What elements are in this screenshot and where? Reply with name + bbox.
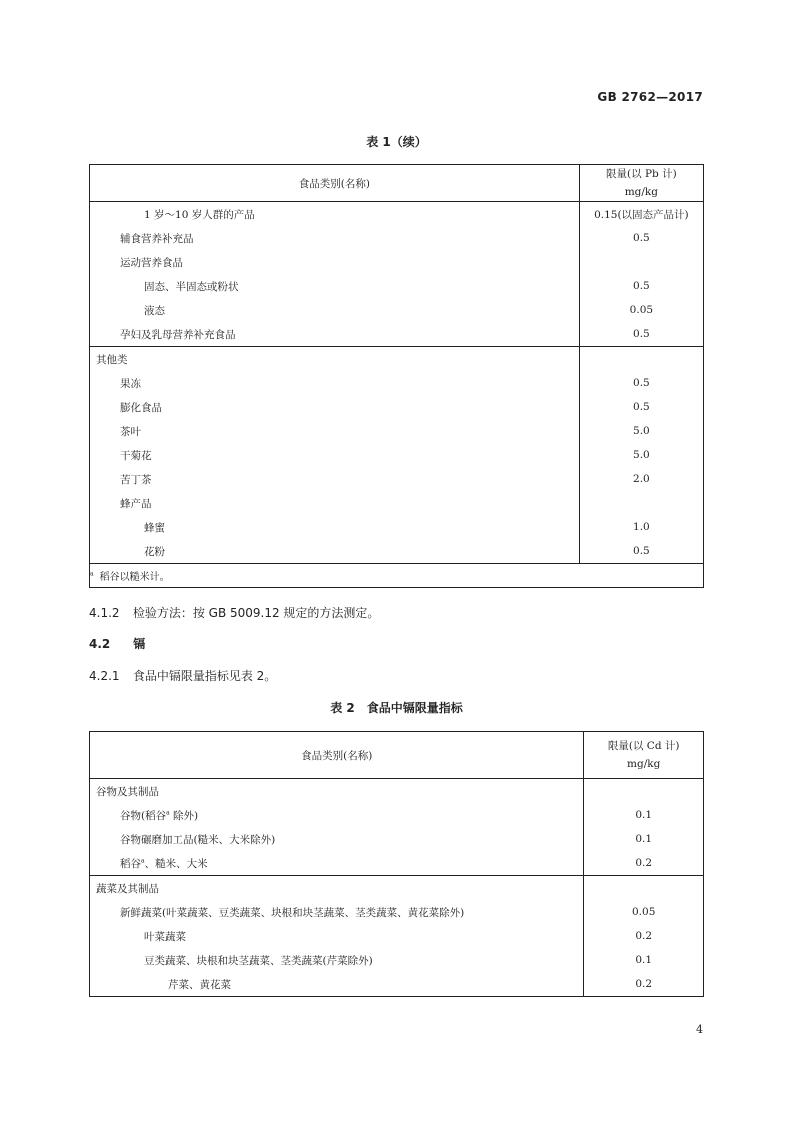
limit-value: 0.5	[579, 539, 703, 564]
category-text: 新鲜蔬菜(叶菜蔬菜、豆类蔬菜、块根和块茎蔬菜、茎类蔬菜、黄花菜除外)	[120, 906, 465, 919]
limit-value: 2.0	[579, 467, 703, 491]
limit-value: 5.0	[579, 443, 703, 467]
food-category-name	[90, 827, 584, 851]
food-category-name	[90, 226, 580, 250]
table1-header-limit-unit: mg/kg	[624, 186, 659, 198]
food-category-name	[90, 924, 584, 948]
table-row	[90, 924, 704, 948]
footnote-marker: a	[166, 809, 170, 816]
table-row	[90, 779, 704, 804]
table-row	[90, 851, 704, 876]
table-row	[90, 226, 704, 250]
limit-value: 0.1	[584, 827, 704, 851]
limit-value: 0.5	[579, 395, 703, 419]
food-category-name	[90, 443, 580, 467]
section-4-2	[89, 635, 145, 652]
limit-value: 0.1	[584, 948, 704, 972]
table1-footnote	[90, 564, 704, 588]
category-text: 孕妇及乳母营养补充食品	[120, 328, 236, 341]
limit-value: 0.5	[579, 274, 703, 298]
food-category-name	[90, 202, 580, 227]
table2	[89, 731, 704, 997]
page-number: 4	[696, 1023, 703, 1036]
table2-header-limit-unit: mg/kg	[627, 758, 661, 770]
table-row	[90, 467, 704, 491]
table-row	[90, 900, 704, 924]
food-category-name	[90, 972, 584, 997]
limit-value: 0.1	[584, 803, 704, 827]
limit-value: 0.2	[584, 851, 704, 876]
category-text: 固态、半固态或粉状	[144, 280, 239, 293]
table-row	[90, 443, 704, 467]
category-text: 膨化食品	[120, 401, 162, 414]
table-row	[90, 371, 704, 395]
footnote-marker: a	[90, 570, 94, 578]
section-4-1-2	[89, 604, 379, 621]
section-number: 4.1.2	[89, 606, 120, 620]
limit-value	[579, 250, 703, 274]
food-category-name	[90, 515, 580, 539]
food-category-name	[90, 876, 584, 901]
limit-value: 0.2	[584, 924, 704, 948]
section-number: 4.2.1	[89, 669, 120, 683]
table-row	[90, 202, 704, 227]
table-row	[90, 803, 704, 827]
category-text: 谷物(稻谷	[120, 809, 167, 822]
category-text: 豆类蔬菜、块根和块茎蔬菜、茎类蔬菜(芹菜除外)	[144, 954, 373, 967]
category-text: 辅食营养补充品	[120, 232, 194, 245]
section-text: 检验方法：按 GB 5009.12 规定的方法测定。	[132, 606, 380, 620]
category-text: 其他类	[96, 353, 128, 366]
table-row	[90, 539, 704, 564]
category-text: 干菊花	[120, 449, 152, 462]
food-category-name	[90, 467, 580, 491]
category-text: 苦丁茶	[120, 473, 152, 486]
table2-caption: 表 2 食品中镉限量指标	[330, 701, 463, 715]
limit-value	[579, 347, 703, 372]
category-text: 液态	[144, 304, 165, 317]
limit-value: 0.2	[584, 972, 704, 997]
limit-value: 1.0	[579, 515, 703, 539]
category-text: 1 岁～10 岁人群的产品	[144, 208, 255, 221]
limit-value: 0.05	[584, 900, 704, 924]
limit-value	[584, 779, 704, 804]
table-row	[90, 250, 704, 274]
section-4-2-1	[89, 667, 276, 684]
standard-id: GB 2762—2017	[597, 90, 703, 104]
table-row	[90, 395, 704, 419]
limit-value: 0.15(以固态产品计)	[579, 202, 703, 227]
limit-value: 0.5	[579, 371, 703, 395]
footnote-text: 稻谷以糙米计。	[99, 572, 170, 583]
limit-value: 0.5	[579, 322, 703, 347]
table-row	[90, 322, 704, 347]
food-category-name	[90, 419, 580, 443]
food-category-name	[90, 347, 580, 372]
table-row	[90, 827, 704, 851]
category-text: 、糙米、大米	[144, 857, 208, 870]
category-text: 稻谷	[120, 857, 141, 870]
table2-header-row	[90, 732, 704, 779]
table-row	[90, 274, 704, 298]
table1-header-row	[90, 165, 704, 202]
table-row	[90, 491, 704, 515]
table1	[89, 164, 704, 588]
section-text: 食品中镉限量指标见表 2。	[132, 669, 277, 683]
limit-value	[584, 876, 704, 901]
category-text: 花粉	[144, 545, 165, 558]
category-text: 除外)	[169, 809, 199, 822]
food-category-name	[90, 250, 580, 274]
table-row	[90, 876, 704, 901]
food-category-name	[90, 322, 580, 347]
category-text: 叶菜蔬菜	[144, 930, 186, 943]
table2-header-limit-line1: 限量(以 Cd 计)	[607, 740, 680, 752]
limit-value: 0.05	[579, 298, 703, 322]
table-row	[90, 515, 704, 539]
category-text: 谷物碾磨加工品(糙米、大米除外)	[120, 833, 276, 846]
food-category-name	[90, 948, 584, 972]
food-category-name	[90, 803, 584, 827]
category-text: 茶叶	[120, 425, 141, 438]
table1-header-limit	[579, 165, 703, 202]
category-text: 蔬菜及其制品	[96, 882, 159, 895]
category-text: 蜂蜜	[144, 521, 165, 534]
category-text: 谷物及其制品	[96, 785, 159, 798]
food-category-name	[90, 900, 584, 924]
table1-caption: 表 1（续）	[366, 135, 427, 149]
section-heading: 镉	[133, 637, 146, 651]
category-text: 果冻	[120, 377, 141, 390]
category-text: 运动营养食品	[120, 256, 183, 269]
food-category-name	[90, 298, 580, 322]
food-category-name	[90, 779, 584, 804]
table1-header-limit-line1: 限量(以 Pb 计)	[606, 168, 677, 180]
limit-value	[579, 491, 703, 515]
food-category-name	[90, 539, 580, 564]
food-category-name	[90, 371, 580, 395]
table2-header-limit	[584, 732, 704, 779]
limit-value: 5.0	[579, 419, 703, 443]
table2-header-name: 食品类别(名称)	[90, 732, 584, 779]
table-row	[90, 972, 704, 997]
footnote-marker: a	[141, 857, 145, 864]
table1-footnote-row	[90, 564, 704, 588]
table-row	[90, 948, 704, 972]
section-number: 4.2	[89, 637, 111, 651]
table-row	[90, 347, 704, 372]
food-category-name	[90, 851, 584, 876]
food-category-name	[90, 274, 580, 298]
table1-header-name: 食品类别(名称)	[90, 165, 580, 202]
category-text: 芹菜、黄花菜	[168, 978, 231, 991]
table-row	[90, 298, 704, 322]
limit-value: 0.5	[579, 226, 703, 250]
category-text: 蜂产品	[120, 497, 152, 510]
food-category-name	[90, 491, 580, 515]
food-category-name	[90, 395, 580, 419]
table-row	[90, 419, 704, 443]
